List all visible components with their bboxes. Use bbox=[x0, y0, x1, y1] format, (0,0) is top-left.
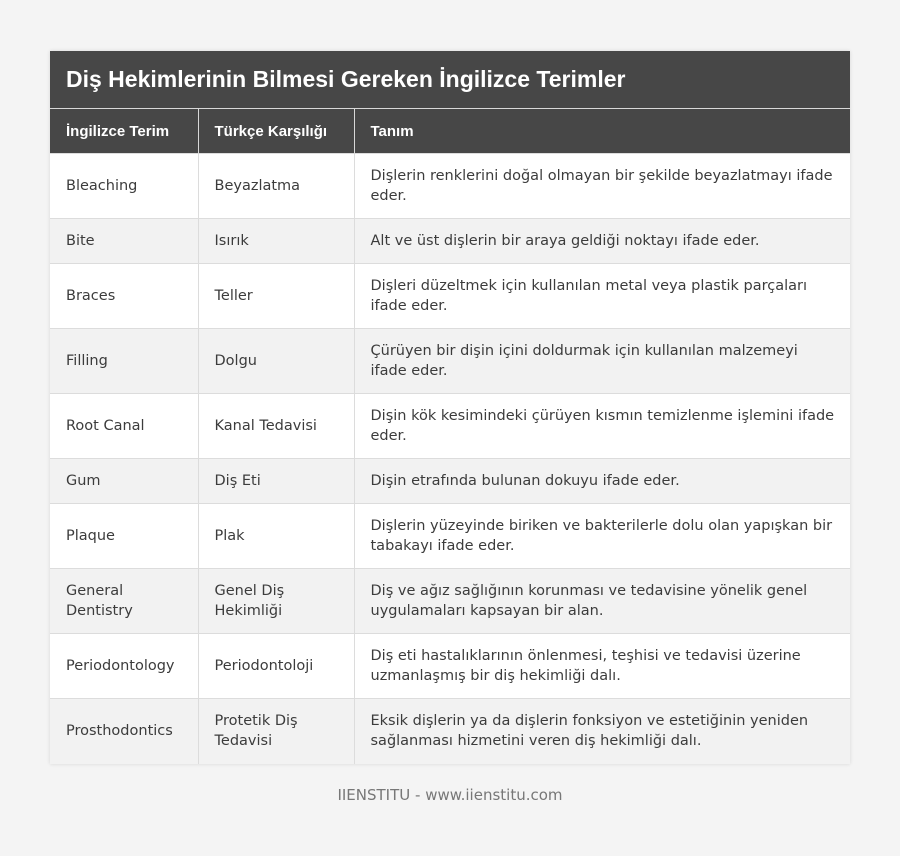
turkish-term-cell: Kanal Tedavisi bbox=[198, 394, 354, 459]
english-term-cell: Prosthodontics bbox=[50, 699, 198, 764]
table-row bbox=[50, 699, 850, 764]
table-row bbox=[50, 329, 850, 394]
table-row bbox=[50, 154, 850, 219]
header-row bbox=[50, 109, 850, 154]
definition-cell: Dişlerin yüzeyinde biriken ve bakterilerle dolu olan yapışkan bir tabakayı ifade eder. bbox=[354, 504, 850, 569]
definition-cell: Dişleri düzeltmek için kullanılan metal veya plastik parçaları ifade eder. bbox=[354, 264, 850, 329]
table-row bbox=[50, 569, 850, 634]
turkish-term-cell: Protetik Diş Tedavisi bbox=[198, 699, 354, 764]
table-row bbox=[50, 264, 850, 329]
definition-cell: Çürüyen bir dişin içini doldurmak için kullanılan malzemeyi ifade eder. bbox=[354, 329, 850, 394]
footer-credit: IIENSTITU - www.iienstitu.com bbox=[337, 786, 563, 804]
column-header-definition: Tanım bbox=[354, 109, 850, 154]
definition-cell: Dişin kök kesimindeki çürüyen kısmın temizlenme işlemini ifade eder. bbox=[354, 394, 850, 459]
english-term-cell: Root Canal bbox=[50, 394, 198, 459]
definition-cell: Dişin etrafında bulunan dokuyu ifade eder. bbox=[354, 459, 850, 504]
turkish-term-cell: Plak bbox=[198, 504, 354, 569]
table-row bbox=[50, 504, 850, 569]
definition-cell: Diş ve ağız sağlığının korunması ve tedavisine yönelik genel uygulamaları kapsayan bir alan. bbox=[354, 569, 850, 634]
column-header-english-term: İngilizce Terim bbox=[50, 109, 198, 154]
english-term-cell: General Dentistry bbox=[50, 569, 198, 634]
column-header-turkish-equivalent: Türkçe Karşılığı bbox=[198, 109, 354, 154]
turkish-term-cell: Dolgu bbox=[198, 329, 354, 394]
english-term-cell: Gum bbox=[50, 459, 198, 504]
table-title: Diş Hekimlerinin Bilmesi Gereken İngilizce Terimler bbox=[50, 51, 850, 109]
turkish-term-cell: Diş Eti bbox=[198, 459, 354, 504]
turkish-term-cell: Isırık bbox=[198, 219, 354, 264]
turkish-term-cell: Teller bbox=[198, 264, 354, 329]
english-term-cell: Braces bbox=[50, 264, 198, 329]
english-term-cell: Bite bbox=[50, 219, 198, 264]
terms-card bbox=[50, 51, 850, 764]
definition-cell: Dişlerin renklerini doğal olmayan bir şekilde beyazlatmayı ifade eder. bbox=[354, 154, 850, 219]
table-row bbox=[50, 394, 850, 459]
definition-cell: Eksik dişlerin ya da dişlerin fonksiyon ve estetiğinin yeniden sağlanması hizmetini veren diş hekimliği dalı. bbox=[354, 699, 850, 764]
definition-cell: Alt ve üst dişlerin bir araya geldiği noktayı ifade eder. bbox=[354, 219, 850, 264]
table-row bbox=[50, 634, 850, 699]
turkish-term-cell: Genel Diş Hekimliği bbox=[198, 569, 354, 634]
turkish-term-cell: Beyazlatma bbox=[198, 154, 354, 219]
english-term-cell: Bleaching bbox=[50, 154, 198, 219]
terms-table bbox=[50, 109, 850, 764]
english-term-cell: Filling bbox=[50, 329, 198, 394]
english-term-cell: Periodontology bbox=[50, 634, 198, 699]
table-row bbox=[50, 459, 850, 504]
table-row bbox=[50, 219, 850, 264]
english-term-cell: Plaque bbox=[50, 504, 198, 569]
turkish-term-cell: Periodontoloji bbox=[198, 634, 354, 699]
definition-cell: Diş eti hastalıklarının önlenmesi, teşhisi ve tedavisi üzerine uzmanlaşmış bir diş hekimliği dalı. bbox=[354, 634, 850, 699]
